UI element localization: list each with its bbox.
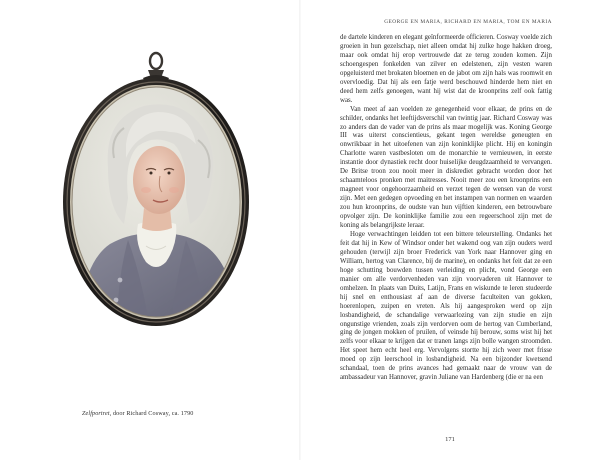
caption-title: Zelfportret [82, 410, 110, 417]
paragraph: Hoge verwachtingen leidden tot een bittere teleurstelling. Ondanks het feit dat hij in Kew of Windsor onder het wakend oog van zijn ouders werd gehouden (terwijl zijn broer Frederick van York naar Hannover ging en William, hertog van Clarence, bij de marine), en ondanks het feit dat ze een hoge schutting bouwden tussen verleiding en plicht, vond George een manier om alle verdorvenheden van zijn voorvaderen uit Hannover te omhelzen. In plaats van Duits, Latijn, Frans en wiskunde te leren studeerde hij snel en enthousiast af aan de diverse faculteiten van gokken, hoerenlopen, zuipen en vreten. Als hij aangesproken werd op zijn losbandigheid, de schandalige verwaarlozing van zijn studie en zijn ongunstige vrienden, zoals zijn verdorven oom de hertog van Cumberland, ging de jongen mokken of pruilen, of veinsde hij berouw, soms wist hij het zelfs voor elkaar te krijgen dat er tranen langs zijn bolle wangen stroomden. Het speet hem echt heel erg. Vervolgens stortte hij zich weer met frisse moed op zijn leerschool in losbandigheid. Na een bijzonder kwetsend schandaal, toen de prins avances had gemaakt naar de vrouw van de ambassadeur van Hannover, gravin Juliane van Hardenberg (die er na een [340, 230, 552, 382]
page-number: 171 [445, 436, 455, 443]
portrait-miniature [58, 48, 254, 330]
caption-credit: , door Richard Cosway, ca. 1790 [109, 410, 194, 417]
portrait-painting [58, 78, 254, 330]
running-head: GEORGE EN MARIA, RICHARD EN MARIA, TOM EN MARIA [384, 19, 552, 25]
right-page [300, 0, 600, 460]
paragraph: Van meet af aan voelden ze genegenheid voor elkaar, de prins en de schilder, ondanks het leeftijdsverschil van twintig jaar. Richard Cosway was zo anders dan de vader van de prins als maar mogelijk was. Koning George III was uiterst conscientieus, gekant tegen wereldse geneugten en onwrikbaar in het uitoefenen van zijn koninklijke plicht. Hij en koningin Charlotte waren vastbesloten om de monarchie te vernieuwen, in eerste instantie door dynastiek recht door huiselijke deugdzaamheid te vervangen. De Britse troon zou nooit meer in diskrediet gebracht worden door het schaamteloos pronken met maitresses. Nooit meer zou een kroonprins een magneet voor ongehoorzaamheid en verzet tegen de wensen van de vorst zijn. Met een gedegen opvoeding en het instampen van normen en waarden zou hun kroonprins, de oudste van hun vijftien kinderen, een betrouwbare opvolger zijn. De koninklijke familie zou een regeerschool zijn met de koning als belangrijkste leraar. [340, 105, 552, 230]
portrait-caption [82, 410, 194, 417]
paragraph: de dartele kinderen en elegant geïnformeerde officieren. Cosway voelde zich groeien in hun gezelschap, niet alleen omdat hij zulke hoge hakken droeg, maar ook omdat hij erop vertrouwde dat ze terug zouden komen. Zijn schoengespen fonkelden van zilver en edelstenen, zijn vesten waren opgeluisterd met brokaten bloemen en de jabot om zijn hals was roomwit en overvloedig. Dat hij als een fatje werd beschouwd hinderde hem niet en deed hem zelfs genoegen, want hij wist dat de kroonprins zelf ook fattig was. [340, 34, 552, 104]
body-text [340, 34, 552, 383]
